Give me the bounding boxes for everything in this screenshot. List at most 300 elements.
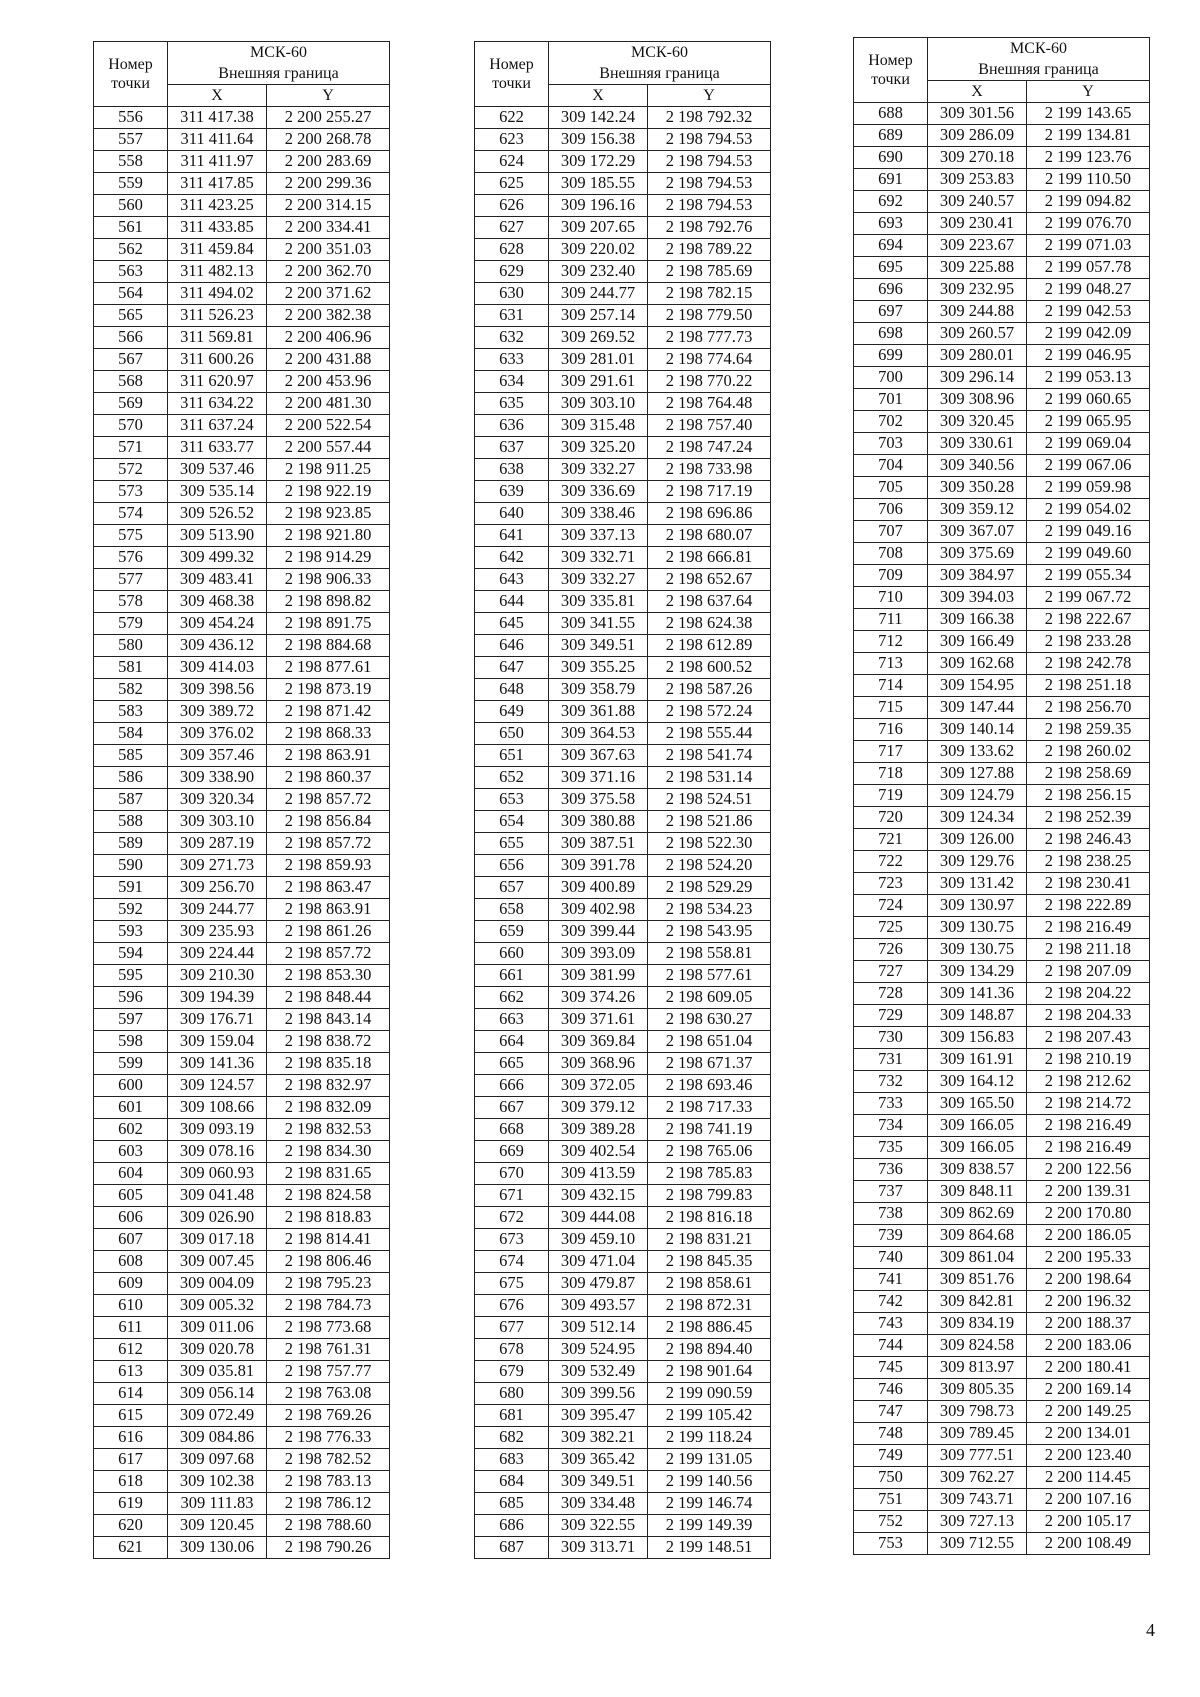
point-number-cell: 709 <box>854 565 928 587</box>
point-number-cell: 604 <box>94 1163 168 1185</box>
y-coordinate-cell: 2 198 522.30 <box>648 833 771 855</box>
x-coordinate-cell: 309 532.49 <box>549 1361 648 1383</box>
point-number-cell: 560 <box>94 195 168 217</box>
table-row <box>94 1251 390 1273</box>
y-coordinate-cell: 2 200 149.25 <box>1027 1401 1150 1423</box>
x-coordinate-cell: 309 111.83 <box>168 1493 267 1515</box>
x-coordinate-cell: 309 332.71 <box>549 547 648 569</box>
point-number-cell: 645 <box>475 613 549 635</box>
point-number-cell: 664 <box>475 1031 549 1053</box>
point-number-cell: 567 <box>94 349 168 371</box>
y-coordinate-cell: 2 198 260.02 <box>1027 741 1150 763</box>
y-coordinate-cell: 2 198 859.93 <box>267 855 390 877</box>
table-row <box>94 1427 390 1449</box>
x-coordinate-cell: 309 004.09 <box>168 1273 267 1295</box>
y-coordinate-cell: 2 198 747.24 <box>648 437 771 459</box>
table-row <box>94 173 390 195</box>
x-coordinate-cell: 309 127.88 <box>928 763 1027 785</box>
table-row <box>94 613 390 635</box>
y-coordinate-cell: 2 198 922.19 <box>267 481 390 503</box>
y-coordinate-cell: 2 198 774.64 <box>648 349 771 371</box>
y-coordinate-cell: 2 198 765.06 <box>648 1141 771 1163</box>
x-coordinate-cell: 309 166.49 <box>928 631 1027 653</box>
table-row <box>475 1537 771 1559</box>
y-coordinate-cell: 2 198 238.25 <box>1027 851 1150 873</box>
x-coordinate-cell: 309 330.61 <box>928 433 1027 455</box>
y-coordinate-cell: 2 200 431.88 <box>267 349 390 371</box>
y-coordinate-cell: 2 199 071.03 <box>1027 235 1150 257</box>
x-coordinate-cell: 309 320.45 <box>928 411 1027 433</box>
point-number-cell: 718 <box>854 763 928 785</box>
point-number-cell: 627 <box>475 217 549 239</box>
x-coordinate-cell: 309 375.58 <box>549 789 648 811</box>
point-number-cell: 585 <box>94 745 168 767</box>
x-coordinate-cell: 309 172.29 <box>549 151 648 173</box>
y-coordinate-cell: 2 198 831.65 <box>267 1163 390 1185</box>
table-row <box>94 393 390 415</box>
x-coordinate-cell: 309 334.48 <box>549 1493 648 1515</box>
point-number-cell: 572 <box>94 459 168 481</box>
y-coordinate-cell: 2 198 843.14 <box>267 1009 390 1031</box>
point-number-cell: 643 <box>475 569 549 591</box>
table-row <box>854 543 1150 565</box>
table-row <box>475 855 771 877</box>
point-number-cell: 700 <box>854 367 928 389</box>
point-number-cell: 639 <box>475 481 549 503</box>
x-coordinate-cell: 309 400.89 <box>549 877 648 899</box>
point-number-cell: 745 <box>854 1357 928 1379</box>
x-coordinate-cell: 309 257.14 <box>549 305 648 327</box>
table-row <box>94 525 390 547</box>
point-number-cell: 641 <box>475 525 549 547</box>
x-coordinate-cell: 309 011.06 <box>168 1317 267 1339</box>
table-row <box>854 323 1150 345</box>
x-coordinate-cell: 309 336.69 <box>549 481 648 503</box>
coordinate-system-header: МСК-60 <box>928 38 1150 60</box>
point-number-cell: 661 <box>475 965 549 987</box>
point-number-cell: 646 <box>475 635 549 657</box>
point-number-cell: 610 <box>94 1295 168 1317</box>
y-coordinate-cell: 2 200 268.78 <box>267 129 390 151</box>
point-number-cell: 659 <box>475 921 549 943</box>
point-number-cell: 649 <box>475 701 549 723</box>
y-coordinate-cell: 2 198 246.43 <box>1027 829 1150 851</box>
y-coordinate-cell: 2 198 230.41 <box>1027 873 1150 895</box>
x-coordinate-cell: 309 513.90 <box>168 525 267 547</box>
point-number-cell: 559 <box>94 173 168 195</box>
table-row <box>94 217 390 239</box>
table-row <box>94 899 390 921</box>
x-coordinate-cell: 309 359.12 <box>928 499 1027 521</box>
table-row <box>94 701 390 723</box>
table-row <box>475 151 771 173</box>
table-row <box>94 1185 390 1207</box>
x-coordinate-cell: 311 423.25 <box>168 195 267 217</box>
x-coordinate-cell: 309 291.61 <box>549 371 648 393</box>
table-row <box>475 459 771 481</box>
table-row <box>94 1537 390 1559</box>
table-row <box>475 1163 771 1185</box>
y-coordinate-cell: 2 198 216.49 <box>1027 1137 1150 1159</box>
table-row <box>475 921 771 943</box>
y-coordinate-cell: 2 199 046.95 <box>1027 345 1150 367</box>
x-coordinate-cell: 309 130.97 <box>928 895 1027 917</box>
x-coordinate-cell: 309 270.18 <box>928 147 1027 169</box>
point-number-cell: 581 <box>94 657 168 679</box>
table-row <box>854 565 1150 587</box>
y-coordinate-cell: 2 198 790.26 <box>267 1537 390 1559</box>
y-coordinate-cell: 2 200 382.38 <box>267 305 390 327</box>
y-coordinate-cell: 2 200 186.05 <box>1027 1225 1150 1247</box>
point-number-cell: 663 <box>475 1009 549 1031</box>
table-row <box>854 1357 1150 1379</box>
x-coordinate-cell: 309 131.42 <box>928 873 1027 895</box>
table-row <box>854 1313 1150 1335</box>
y-coordinate-cell: 2 198 901.64 <box>648 1361 771 1383</box>
y-coordinate-cell: 2 198 242.78 <box>1027 653 1150 675</box>
y-coordinate-cell: 2 198 792.76 <box>648 217 771 239</box>
x-coordinate-cell: 309 483.41 <box>168 569 267 591</box>
table-row <box>475 393 771 415</box>
x-coordinate-cell: 309 322.55 <box>549 1515 648 1537</box>
table-row <box>475 327 771 349</box>
x-coordinate-cell: 309 376.02 <box>168 723 267 745</box>
x-coordinate-cell: 309 162.68 <box>928 653 1027 675</box>
y-coordinate-cell: 2 198 693.46 <box>648 1075 771 1097</box>
table-row <box>94 261 390 283</box>
y-coordinate-cell: 2 200 371.62 <box>267 283 390 305</box>
x-coordinate-cell: 309 350.28 <box>928 477 1027 499</box>
x-coordinate-cell: 309 332.27 <box>549 459 648 481</box>
y-coordinate-cell: 2 199 069.04 <box>1027 433 1150 455</box>
y-coordinate-cell: 2 198 863.47 <box>267 877 390 899</box>
x-coordinate-cell: 309 479.87 <box>549 1273 648 1295</box>
x-coordinate-cell: 311 634.22 <box>168 393 267 415</box>
table-row <box>94 437 390 459</box>
y-coordinate-cell: 2 199 059.98 <box>1027 477 1150 499</box>
table-row <box>854 741 1150 763</box>
point-number-cell: 701 <box>854 389 928 411</box>
point-number-cell: 629 <box>475 261 549 283</box>
table-row <box>94 987 390 1009</box>
y-coordinate-cell: 2 198 785.83 <box>648 1163 771 1185</box>
y-coordinate-cell: 2 198 794.53 <box>648 151 771 173</box>
x-coordinate-cell: 309 269.52 <box>549 327 648 349</box>
point-number-cell: 717 <box>854 741 928 763</box>
y-coordinate-cell: 2 198 863.91 <box>267 899 390 921</box>
point-number-cell: 566 <box>94 327 168 349</box>
y-coordinate-cell: 2 200 196.32 <box>1027 1291 1150 1313</box>
point-number-cell: 596 <box>94 987 168 1009</box>
point-number-cell: 677 <box>475 1317 549 1339</box>
point-number-cell: 727 <box>854 961 928 983</box>
point-number-cell: 619 <box>94 1493 168 1515</box>
x-coordinate-cell: 309 338.90 <box>168 767 267 789</box>
x-coordinate-cell: 309 851.76 <box>928 1269 1027 1291</box>
table-row <box>475 1097 771 1119</box>
table-row <box>854 103 1150 125</box>
y-coordinate-cell: 2 199 140.56 <box>648 1471 771 1493</box>
point-number-cell: 623 <box>475 129 549 151</box>
y-coordinate-cell: 2 199 090.59 <box>648 1383 771 1405</box>
point-number-cell: 712 <box>854 631 928 653</box>
y-coordinate-cell: 2 198 794.53 <box>648 173 771 195</box>
point-number-cell: 615 <box>94 1405 168 1427</box>
x-coordinate-cell: 309 459.10 <box>549 1229 648 1251</box>
y-coordinate-cell: 2 198 838.72 <box>267 1031 390 1053</box>
y-coordinate-cell: 2 200 134.01 <box>1027 1423 1150 1445</box>
x-coordinate-cell: 311 411.97 <box>168 151 267 173</box>
y-coordinate-cell: 2 199 146.74 <box>648 1493 771 1515</box>
x-coordinate-cell: 309 842.81 <box>928 1291 1027 1313</box>
x-coordinate-cell: 309 375.69 <box>928 543 1027 565</box>
x-coordinate-cell: 309 468.38 <box>168 591 267 613</box>
x-coordinate-cell: 309 159.04 <box>168 1031 267 1053</box>
table-row <box>854 499 1150 521</box>
point-number-cell: 569 <box>94 393 168 415</box>
y-coordinate-cell: 2 198 769.26 <box>267 1405 390 1427</box>
y-coordinate-cell: 2 198 858.61 <box>648 1273 771 1295</box>
point-number-cell: 692 <box>854 191 928 213</box>
point-number-cell: 635 <box>475 393 549 415</box>
x-coordinate-cell: 309 537.46 <box>168 459 267 481</box>
header-text: точки <box>871 71 910 88</box>
y-coordinate-cell: 2 198 782.52 <box>267 1449 390 1471</box>
y-coordinate-cell: 2 198 555.44 <box>648 723 771 745</box>
point-number-cell: 753 <box>854 1533 928 1555</box>
x-coordinate-cell: 309 020.78 <box>168 1339 267 1361</box>
x-coordinate-cell: 309 232.40 <box>549 261 648 283</box>
table-row <box>475 1031 771 1053</box>
table-row <box>854 169 1150 191</box>
table-row <box>94 503 390 525</box>
table-row <box>854 829 1150 851</box>
y-coordinate-cell: 2 198 666.81 <box>648 547 771 569</box>
table-row <box>854 1005 1150 1027</box>
y-coordinate-cell: 2 198 757.77 <box>267 1361 390 1383</box>
x-header: X <box>168 85 267 107</box>
point-number-cell: 562 <box>94 239 168 261</box>
point-number-cell: 683 <box>475 1449 549 1471</box>
x-coordinate-cell: 309 399.44 <box>549 921 648 943</box>
x-coordinate-cell: 309 194.39 <box>168 987 267 1009</box>
table-row <box>94 349 390 371</box>
table-row <box>94 1405 390 1427</box>
x-coordinate-cell: 309 727.13 <box>928 1511 1027 1533</box>
point-number-cell: 721 <box>854 829 928 851</box>
table-row <box>854 147 1150 169</box>
table-row <box>475 305 771 327</box>
y-coordinate-cell: 2 198 824.58 <box>267 1185 390 1207</box>
y-coordinate-cell: 2 198 637.64 <box>648 591 771 613</box>
x-coordinate-cell: 309 308.96 <box>928 389 1027 411</box>
point-number-cell: 658 <box>475 899 549 921</box>
x-coordinate-cell: 309 389.72 <box>168 701 267 723</box>
table-row <box>94 1471 390 1493</box>
table-row <box>475 437 771 459</box>
table-row <box>854 807 1150 829</box>
table-row <box>475 1427 771 1449</box>
y-coordinate-cell: 2 198 795.23 <box>267 1273 390 1295</box>
point-number-cell: 608 <box>94 1251 168 1273</box>
x-coordinate-cell: 309 134.29 <box>928 961 1027 983</box>
x-coordinate-cell: 309 395.47 <box>549 1405 648 1427</box>
x-coordinate-cell: 309 380.88 <box>549 811 648 833</box>
point-number-cell: 568 <box>94 371 168 393</box>
y-coordinate-cell: 2 198 832.53 <box>267 1119 390 1141</box>
y-coordinate-cell: 2 198 204.22 <box>1027 983 1150 1005</box>
y-coordinate-cell: 2 199 105.42 <box>648 1405 771 1427</box>
table-row <box>475 833 771 855</box>
y-coordinate-cell: 2 200 170.80 <box>1027 1203 1150 1225</box>
y-coordinate-cell: 2 198 891.75 <box>267 613 390 635</box>
y-coordinate-cell: 2 198 784.73 <box>267 1295 390 1317</box>
table-row <box>475 1229 771 1251</box>
table-row <box>475 1119 771 1141</box>
table-row <box>94 1295 390 1317</box>
point-number-cell: 594 <box>94 943 168 965</box>
y-coordinate-cell: 2 198 524.51 <box>648 789 771 811</box>
point-number-cell: 667 <box>475 1097 549 1119</box>
table-row <box>94 745 390 767</box>
table-row <box>94 877 390 899</box>
y-coordinate-cell: 2 200 557.44 <box>267 437 390 459</box>
y-coordinate-cell: 2 198 717.19 <box>648 481 771 503</box>
x-coordinate-cell: 311 633.77 <box>168 437 267 459</box>
x-coordinate-cell: 311 433.85 <box>168 217 267 239</box>
x-coordinate-cell: 309 124.79 <box>928 785 1027 807</box>
table-row <box>475 1273 771 1295</box>
point-number-cell: 699 <box>854 345 928 367</box>
table-row <box>475 129 771 151</box>
y-coordinate-cell: 2 198 921.80 <box>267 525 390 547</box>
point-number-cell: 637 <box>475 437 549 459</box>
point-number-cell: 642 <box>475 547 549 569</box>
x-coordinate-cell: 309 303.10 <box>549 393 648 415</box>
y-coordinate-cell: 2 199 049.16 <box>1027 521 1150 543</box>
y-coordinate-cell: 2 198 222.89 <box>1027 895 1150 917</box>
x-coordinate-cell: 309 414.03 <box>168 657 267 679</box>
point-number-cell: 592 <box>94 899 168 921</box>
y-coordinate-cell: 2 199 054.02 <box>1027 499 1150 521</box>
y-coordinate-cell: 2 198 612.89 <box>648 635 771 657</box>
point-number-cell: 573 <box>94 481 168 503</box>
y-coordinate-cell: 2 198 251.18 <box>1027 675 1150 697</box>
x-coordinate-cell: 309 007.45 <box>168 1251 267 1273</box>
point-number-header <box>854 38 928 103</box>
x-coordinate-cell: 309 176.71 <box>168 1009 267 1031</box>
point-number-cell: 716 <box>854 719 928 741</box>
table-row <box>475 1207 771 1229</box>
point-number-cell: 583 <box>94 701 168 723</box>
x-coordinate-cell: 309 712.55 <box>928 1533 1027 1555</box>
x-coordinate-cell: 309 271.73 <box>168 855 267 877</box>
y-coordinate-cell: 2 198 577.61 <box>648 965 771 987</box>
table-row <box>475 481 771 503</box>
x-coordinate-cell: 309 838.57 <box>928 1159 1027 1181</box>
y-header: Y <box>267 85 390 107</box>
table-row <box>475 1185 771 1207</box>
point-number-cell: 571 <box>94 437 168 459</box>
table-row <box>94 1339 390 1361</box>
y-coordinate-cell: 2 199 118.24 <box>648 1427 771 1449</box>
table-row <box>854 785 1150 807</box>
table-row <box>854 1269 1150 1291</box>
page-number: 4 <box>1146 1620 1155 1640</box>
table-row <box>475 1009 771 1031</box>
table-row <box>94 1317 390 1339</box>
x-coordinate-cell: 309 141.36 <box>168 1053 267 1075</box>
table-row <box>475 811 771 833</box>
point-number-cell: 570 <box>94 415 168 437</box>
y-coordinate-cell: 2 198 216.49 <box>1027 1115 1150 1137</box>
y-coordinate-cell: 2 199 055.34 <box>1027 565 1150 587</box>
coordinates-table-3 <box>853 37 1150 1555</box>
x-coordinate-cell: 309 384.97 <box>928 565 1027 587</box>
header-text: Номер <box>108 55 153 73</box>
table-row <box>475 767 771 789</box>
point-number-cell: 674 <box>475 1251 549 1273</box>
y-coordinate-cell: 2 199 110.50 <box>1027 169 1150 191</box>
y-coordinate-cell: 2 200 139.31 <box>1027 1181 1150 1203</box>
table-row <box>475 1405 771 1427</box>
point-number-cell: 694 <box>854 235 928 257</box>
point-number-cell: 675 <box>475 1273 549 1295</box>
x-coordinate-cell: 309 358.79 <box>549 679 648 701</box>
table-row <box>94 1493 390 1515</box>
y-coordinate-cell: 2 198 757.40 <box>648 415 771 437</box>
point-number-cell: 679 <box>475 1361 549 1383</box>
point-number-cell: 624 <box>475 151 549 173</box>
point-number-cell: 671 <box>475 1185 549 1207</box>
y-coordinate-cell: 2 199 094.82 <box>1027 191 1150 213</box>
coordinates-table-1 <box>93 41 390 1559</box>
y-coordinate-cell: 2 198 258.69 <box>1027 763 1150 785</box>
x-coordinate-cell: 309 097.68 <box>168 1449 267 1471</box>
point-number-cell: 605 <box>94 1185 168 1207</box>
table-row <box>94 327 390 349</box>
y-coordinate-cell: 2 198 792.32 <box>648 107 771 129</box>
point-number-cell: 576 <box>94 547 168 569</box>
table-row <box>475 613 771 635</box>
point-number-cell: 723 <box>854 873 928 895</box>
y-coordinate-cell: 2 198 785.69 <box>648 261 771 283</box>
point-number-cell: 561 <box>94 217 168 239</box>
point-number-cell: 653 <box>475 789 549 811</box>
y-coordinate-cell: 2 198 783.13 <box>267 1471 390 1493</box>
point-number-cell: 672 <box>475 1207 549 1229</box>
y-coordinate-cell: 2 199 060.65 <box>1027 389 1150 411</box>
point-number-cell: 688 <box>854 103 928 125</box>
point-number-cell: 622 <box>475 107 549 129</box>
x-coordinate-cell: 309 332.27 <box>549 569 648 591</box>
y-coordinate-cell: 2 198 911.25 <box>267 459 390 481</box>
y-coordinate-cell: 2 199 123.76 <box>1027 147 1150 169</box>
table-row <box>854 1533 1150 1555</box>
x-coordinate-cell: 311 459.84 <box>168 239 267 261</box>
point-number-cell: 640 <box>475 503 549 525</box>
x-coordinate-cell: 311 411.64 <box>168 129 267 151</box>
y-coordinate-cell: 2 198 814.41 <box>267 1229 390 1251</box>
y-coordinate-cell: 2 200 283.69 <box>267 151 390 173</box>
table-row <box>854 1115 1150 1137</box>
point-number-cell: 656 <box>475 855 549 877</box>
y-coordinate-cell: 2 198 696.86 <box>648 503 771 525</box>
x-coordinate-cell: 309 130.75 <box>928 939 1027 961</box>
point-number-cell: 693 <box>854 213 928 235</box>
x-coordinate-cell: 309 367.63 <box>549 745 648 767</box>
point-number-cell: 665 <box>475 1053 549 1075</box>
